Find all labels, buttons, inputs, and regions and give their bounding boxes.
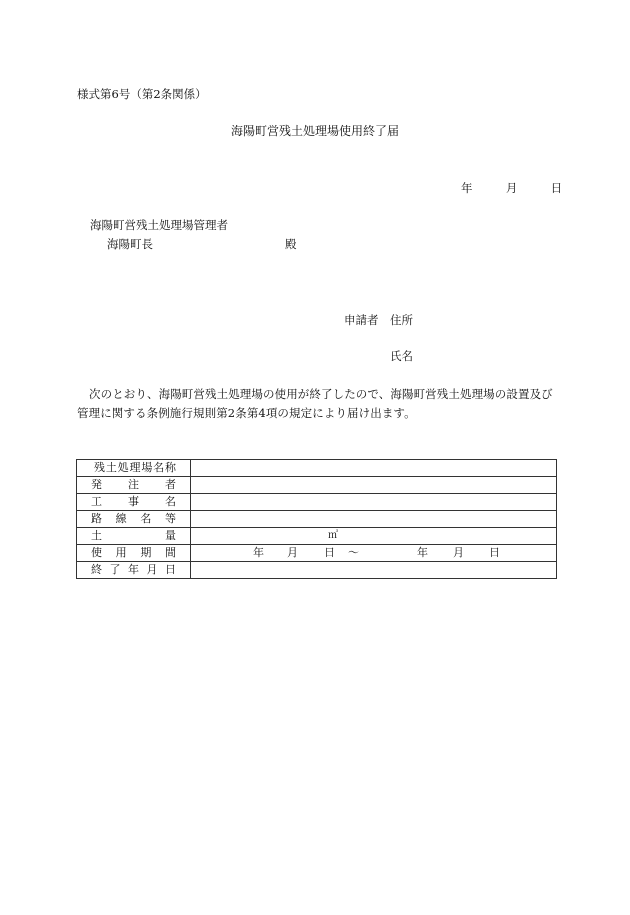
row-label-char: 間 [164, 546, 176, 559]
row-label-char: 工 [91, 495, 102, 508]
row-label-char: 土 [105, 461, 117, 474]
row-label-char: 残 [94, 461, 105, 474]
row-label-char: 月 [146, 563, 158, 576]
row-label-char: 名 [153, 461, 165, 474]
row-label-char: 注 [128, 478, 139, 491]
row-label [77, 562, 191, 579]
applicant-address-label: 住所 [390, 313, 413, 327]
period-y1: 年 [253, 546, 264, 559]
row-label-char: 線 [115, 512, 127, 525]
row-label-char: 路 [91, 512, 102, 525]
period-d2: 日 [489, 546, 500, 559]
row-value[interactable] [191, 460, 557, 477]
row-label-char: 処 [117, 461, 129, 474]
applicant-label: 申請者 [344, 313, 379, 327]
info-table [76, 459, 557, 579]
row-label-char: 称 [164, 461, 176, 474]
table-row [77, 545, 557, 562]
row-label-char: 日 [165, 563, 176, 576]
row-label [77, 477, 191, 494]
document-title: 海陽町営残土処理場使用終了届 [230, 124, 399, 138]
row-value[interactable] [191, 545, 557, 562]
row-value[interactable] [191, 494, 557, 511]
date-month: 月 [505, 181, 518, 195]
row-label-char: 等 [164, 512, 176, 525]
period-sep: 〜 [348, 546, 359, 559]
row-value[interactable] [191, 562, 557, 579]
form-number: 様式第6号（第2条関係） [77, 87, 207, 101]
period-m1: 月 [287, 546, 298, 559]
table-row [77, 511, 557, 528]
row-label [77, 528, 191, 545]
row-label-char: 理 [129, 461, 141, 474]
row-label-char: 了 [109, 563, 121, 576]
date-year: 年 [461, 181, 473, 195]
row-label-char: 名 [140, 512, 152, 525]
period-y2: 年 [417, 546, 428, 559]
row-label-char: 量 [165, 529, 176, 542]
addressee-honorific: 殿 [285, 237, 297, 251]
row-label-char: 終 [91, 563, 102, 576]
row-label-char: 者 [165, 478, 176, 491]
body-text: 次のとおり、海陽町営残土処理場の使用が終了したので、海陽町営残土処理場の設置及び管理に関する条例施行規則第2条第4項の規定により届け出ます。 [77, 387, 553, 420]
row-label-char: 使 [91, 546, 102, 559]
row-label [77, 494, 191, 511]
row-label [77, 511, 191, 528]
unit-label: ㎥ [328, 530, 338, 541]
row-label-char: 土 [91, 529, 102, 542]
table-row [77, 460, 557, 477]
row-label-char: 名 [165, 495, 176, 508]
date-day: 日 [550, 181, 563, 195]
table-row [77, 477, 557, 494]
row-label-char: 場 [141, 461, 153, 474]
date-line [461, 180, 562, 196]
row-label-char: 年 [128, 563, 139, 576]
row-label [77, 545, 191, 562]
table-row [77, 528, 557, 545]
row-label-char: 発 [91, 478, 102, 491]
row-value[interactable] [191, 511, 557, 528]
row-label-char: 事 [128, 495, 139, 508]
row-label-char: 期 [140, 546, 152, 559]
row-value[interactable] [191, 477, 557, 494]
table-row [77, 494, 557, 511]
addressee-title: 海陽町営残土処理場管理者 [90, 218, 228, 232]
addressee-name: 海陽町長 [107, 237, 153, 251]
applicant-name-label: 氏名 [390, 349, 413, 363]
row-label-char: 用 [115, 546, 127, 559]
period-m2: 月 [453, 546, 464, 559]
row-value[interactable] [191, 528, 557, 545]
period-d1: 日 [324, 546, 335, 559]
table-row [77, 562, 557, 579]
row-label [77, 460, 191, 477]
